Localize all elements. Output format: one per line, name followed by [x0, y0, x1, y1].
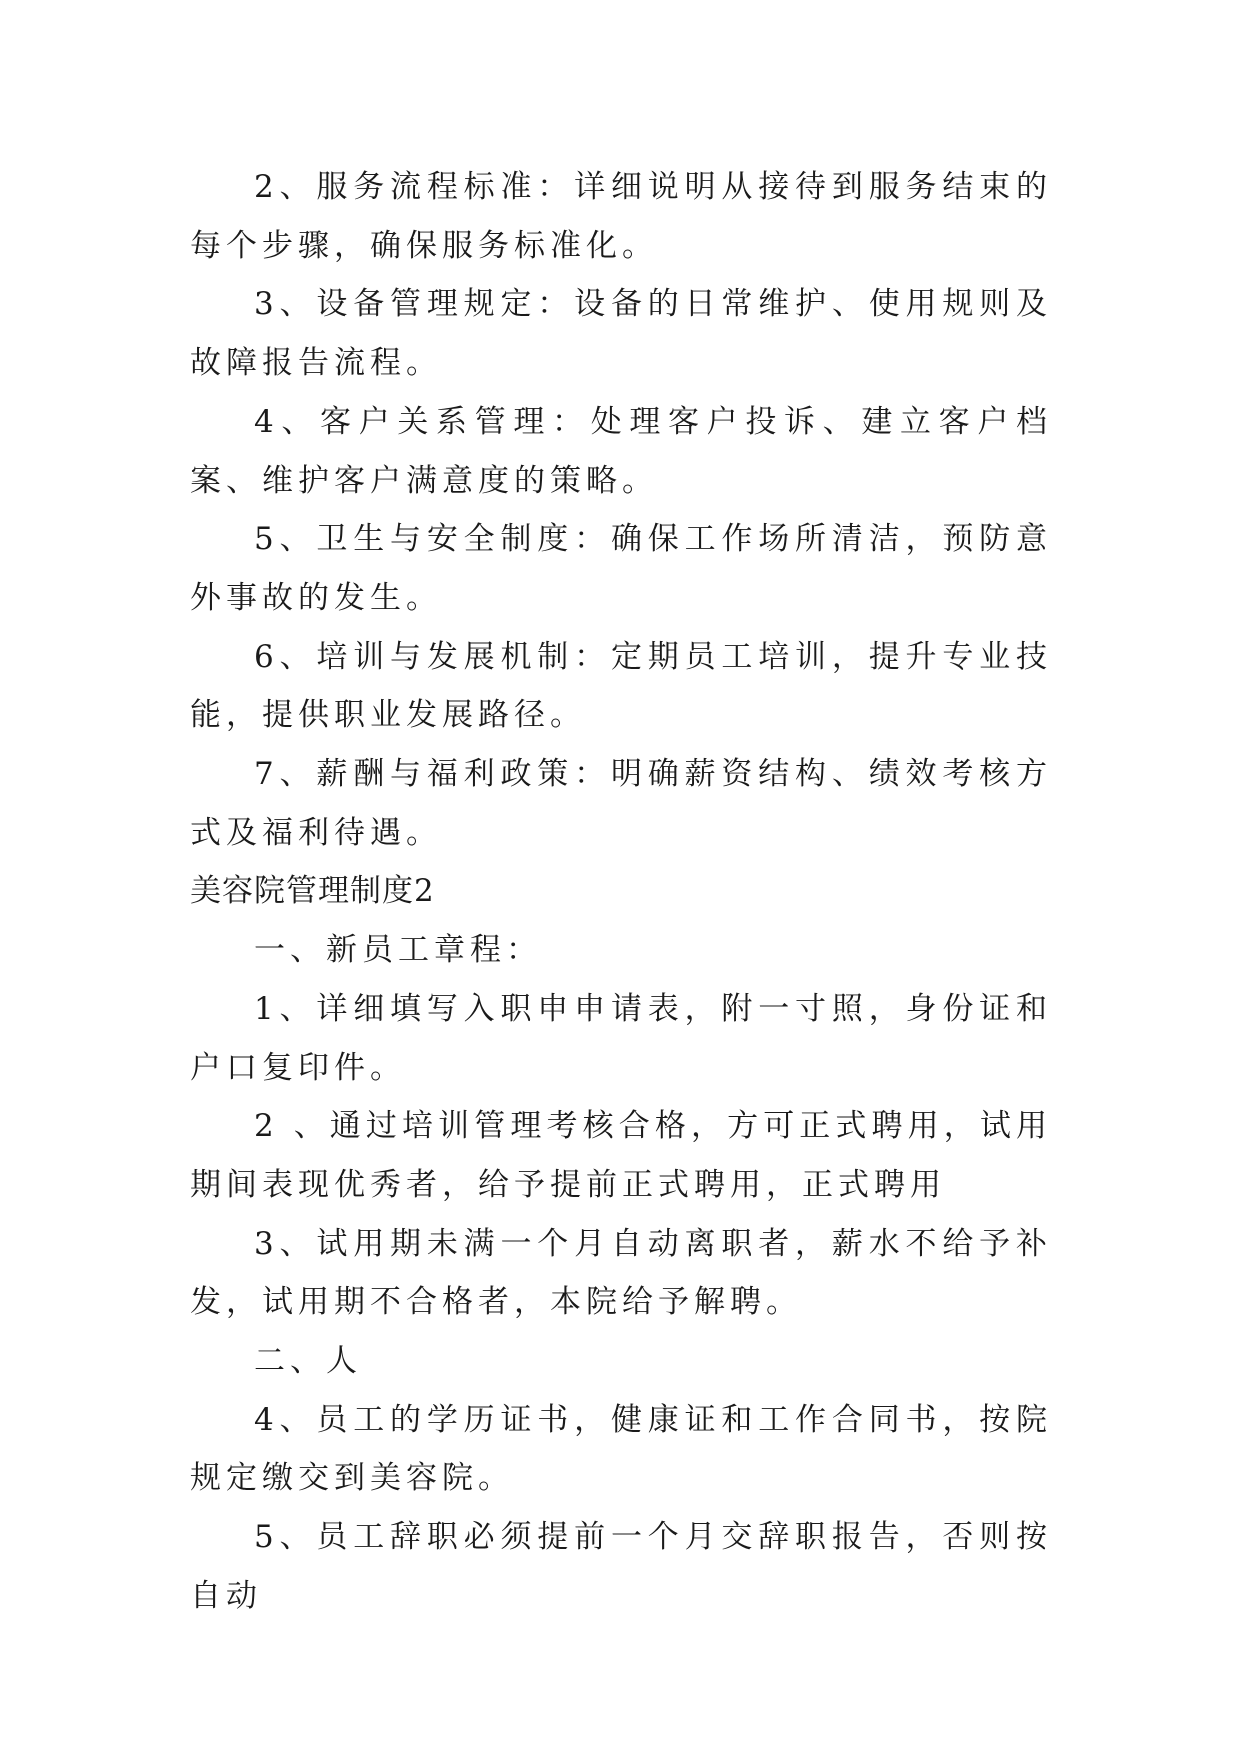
- section-heading: 美容院管理制度2: [190, 873, 435, 910]
- paragraph-item-7-compensation: 7、薪酬与福利政策：明确薪资结构、绩效考核方式及福利待遇。: [190, 756, 1052, 851]
- paragraph-rule-2: 2 、通过培训管理考核合格，方可正式聘用，试用期间表现优秀者，给予提前正式聘用，正式聘用: [190, 1108, 1052, 1203]
- paragraph-item-2-service-process: 2、服务流程标准：详细说明从接待到服务结束的每个步骤，确保服务标准化。: [190, 169, 1052, 264]
- subsection-heading-new-staff: 一、新员工章程：: [254, 932, 542, 969]
- subsection-heading-personnel: 二、人: [254, 1343, 362, 1380]
- paragraph-rule-4: 4、员工的学历证书，健康证和工作合同书，按院规定缴交到美容院。: [190, 1401, 1052, 1497]
- paragraph-item-6-training: 6、培训与发展机制：定期员工培训，提升专业技能，提供职业发展路径。: [190, 638, 1052, 734]
- paragraph-item-4-customer-relations: 4、客户关系管理：处理客户投诉、建立客户档案、维护客户满意度的策略。: [190, 403, 1052, 499]
- paragraph-item-3-equipment: 3、设备管理规定：设备的日常维护、使用规则及故障报告流程。: [190, 286, 1052, 382]
- document-body: [190, 158, 1052, 1626]
- paragraph-item-5-hygiene-safety: 5、卫生与安全制度：确保工作场所清洁，预防意外事故的发生。: [190, 521, 1052, 616]
- paragraph-rule-3: 3、试用期未满一个月自动离职者，薪水不给予补发，试用期不合格者，本院给予解聘。: [190, 1225, 1052, 1321]
- paragraph-rule-5: 5、员工辞职必须提前一个月交辞职报告，否则按自动: [190, 1519, 1052, 1614]
- paragraph-rule-1: 1、详细填写入职申申请表，附一寸照，身份证和户口复印件。: [190, 990, 1052, 1086]
